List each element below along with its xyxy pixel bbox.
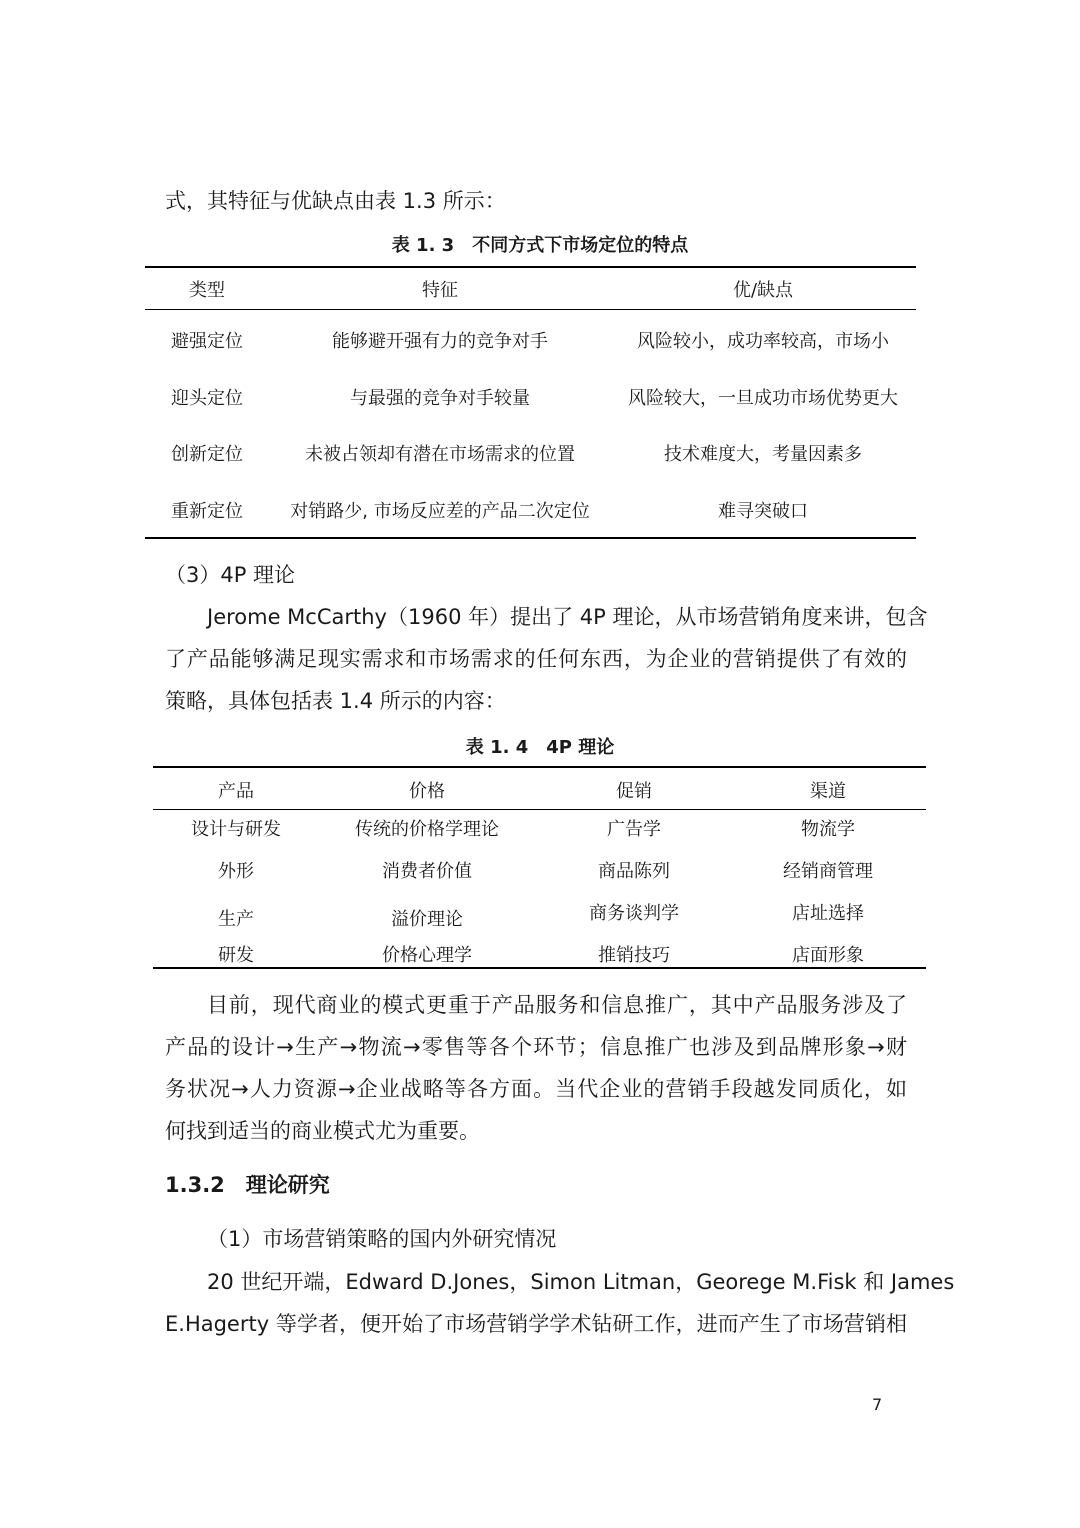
header-cell: 渠道 xyxy=(810,781,846,802)
subsection-heading: （1）市场营销策略的国内外研究情况 xyxy=(207,1227,557,1251)
table-cell: 对销路少, 市场反应差的产品二次定位 xyxy=(290,501,590,522)
table-cell: 迎头定位 xyxy=(171,388,243,409)
table-header-rule xyxy=(145,309,916,310)
table-cell: 传统的价格学理论 xyxy=(355,819,499,840)
paragraph-line: Jerome McCarthy（1960 年）提出了 4P 理论，从市场营销角度来讲，包含 xyxy=(207,605,928,629)
table-cell: 避强定位 xyxy=(171,331,243,352)
table-1-4-caption: 表 1. 4 4P 理论 xyxy=(465,737,615,758)
paragraph-line: 了产品能够满足现实需求和市场需求的任何东西，为企业的营销提供了有效的 xyxy=(165,647,907,671)
table-cell: 技术难度大，考量因素多 xyxy=(664,444,862,465)
table-cell: 风险较小，成功率较高，市场小 xyxy=(637,331,889,352)
table-cell: 创新定位 xyxy=(171,444,243,465)
intro-paragraph: 式，其特征与优缺点由表 1.3 所示： xyxy=(165,189,506,213)
table-cell: 研发 xyxy=(218,945,254,966)
paragraph-line: 产品的设计→生产→物流→零售等各个环节；信息推广也涉及到品牌形象→财 xyxy=(165,1035,907,1059)
table-cell: 店址选择 xyxy=(792,903,864,924)
table-cell: 商品陈列 xyxy=(598,861,670,882)
page-number: 7 xyxy=(872,1395,883,1414)
table-cell: 外形 xyxy=(218,861,254,882)
table-1-3-caption: 表 1. 3 不同方式下市场定位的特点 xyxy=(391,235,689,256)
table-cell: 推销技巧 xyxy=(598,945,670,966)
table-cell: 重新定位 xyxy=(171,501,243,522)
table-cell: 能够避开强有力的竞争对手 xyxy=(332,331,548,352)
table-cell: 与最强的竞争对手较量 xyxy=(350,388,530,409)
table-cell: 设计与研发 xyxy=(191,819,281,840)
table-bottom-rule xyxy=(153,967,926,969)
table-cell: 溢价理论 xyxy=(391,909,463,930)
header-cell: 促销 xyxy=(616,781,652,802)
paragraph-line: 20 世纪开端，Edward D.Jones，Simon Litman，Georege M.Fisk 和 James xyxy=(207,1270,955,1294)
table-cell: 物流学 xyxy=(801,819,855,840)
header-cell: 产品 xyxy=(218,781,254,802)
header-cell: 价格 xyxy=(409,781,445,802)
table-cell: 商务谈判学 xyxy=(589,903,679,924)
table-header-rule xyxy=(153,809,926,810)
table-cell: 生产 xyxy=(218,909,254,930)
table-cell: 风险较大，一旦成功市场优势更大 xyxy=(628,388,898,409)
section-heading-4p: （3）4P 理论 xyxy=(165,563,296,587)
section-heading-1-3-2: 1.3.2 理论研究 xyxy=(165,1173,330,1197)
paragraph-line: 目前，现代商业的模式更重于产品服务和信息推广，其中产品服务涉及了 xyxy=(207,993,907,1017)
table-top-rule xyxy=(153,766,926,768)
table-cell: 经销商管理 xyxy=(783,861,873,882)
table-cell: 价格心理学 xyxy=(382,945,472,966)
table-bottom-rule xyxy=(145,537,916,539)
header-cell: 优/缺点 xyxy=(732,280,794,301)
table-cell: 广告学 xyxy=(607,819,661,840)
paragraph-line: E.Hagerty 等学者，便开始了市场营销学学术钻研工作，进而产生了市场营销相 xyxy=(165,1312,907,1336)
paragraph-line: 何找到适当的商业模式尤为重要。 xyxy=(165,1119,480,1143)
table-cell: 店面形象 xyxy=(792,945,864,966)
table-cell: 消费者价值 xyxy=(382,861,472,882)
paragraph-line: 策略，具体包括表 1.4 所示的内容： xyxy=(165,689,506,713)
table-cell: 难寻突破口 xyxy=(718,501,808,522)
paragraph-line: 务状况→人力资源→企业战略等各方面。当代企业的营销手段越发同质化，如 xyxy=(165,1077,907,1101)
header-cell: 类型 xyxy=(189,280,225,301)
header-cell: 特征 xyxy=(422,280,458,301)
table-top-rule xyxy=(145,266,916,268)
table-cell: 未被占领却有潜在市场需求的位置 xyxy=(305,444,575,465)
